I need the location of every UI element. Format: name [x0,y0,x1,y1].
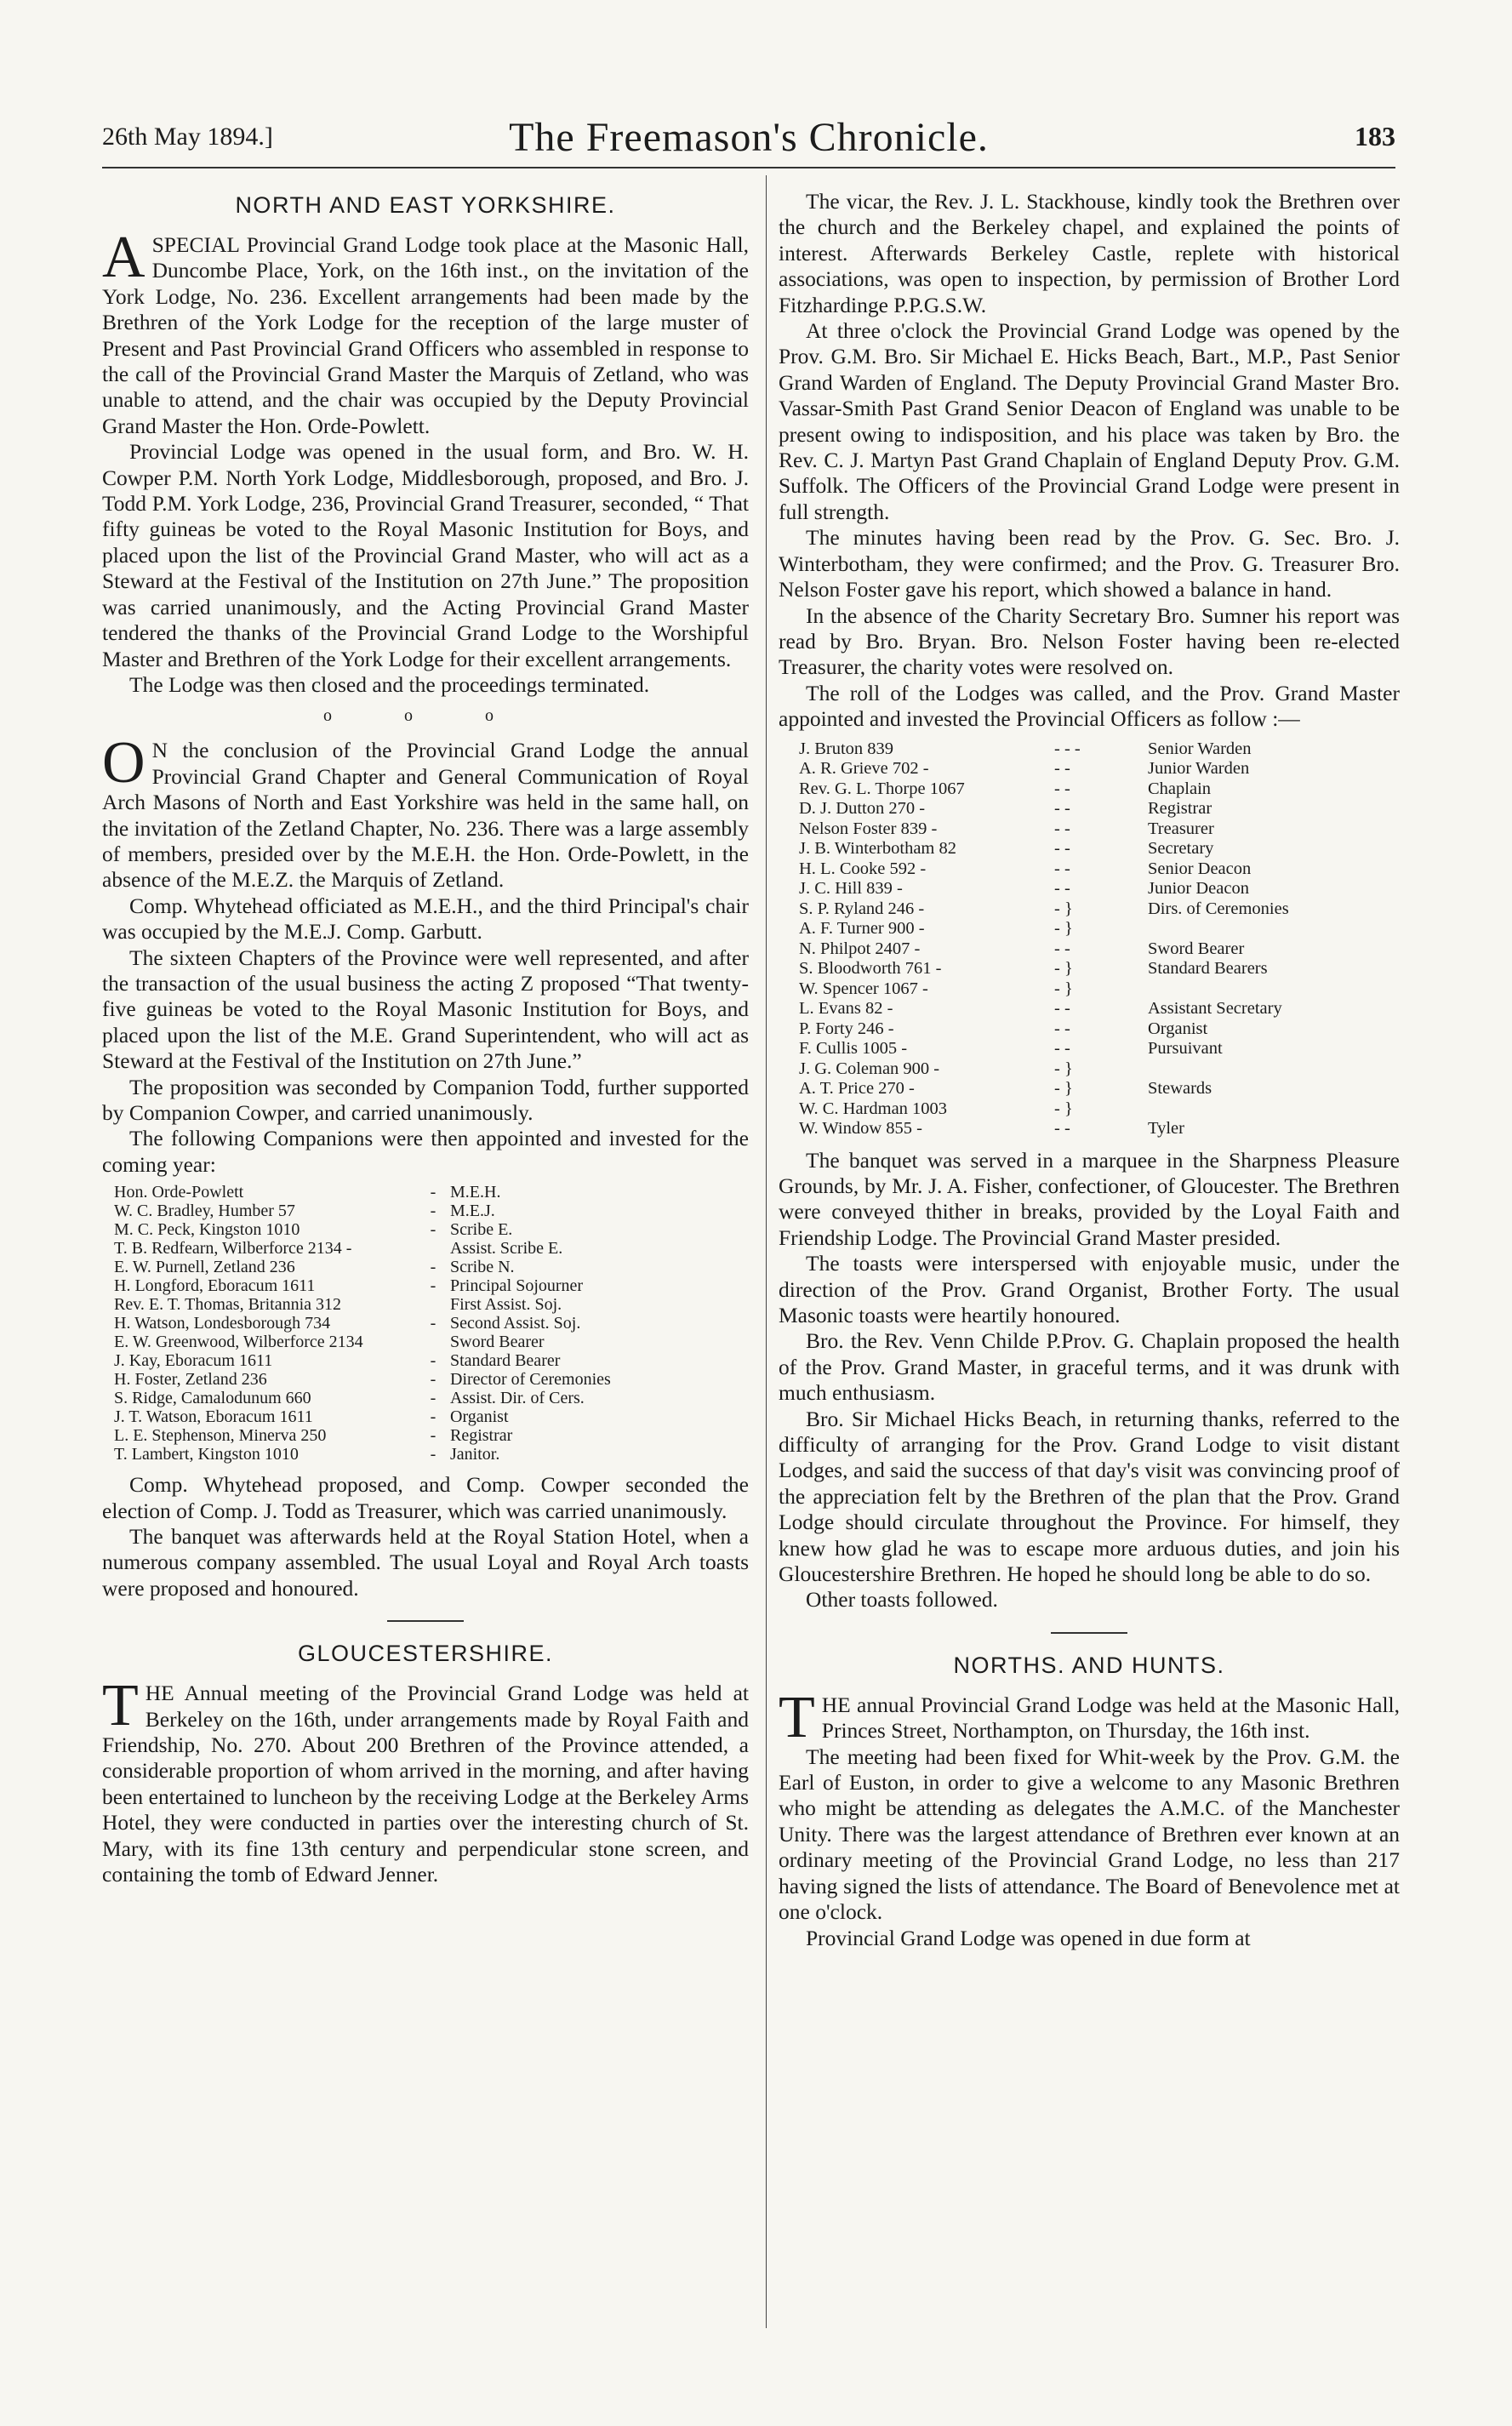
article-paragraph: The sixteen Chapters of the Province were well represented, and after the transaction of the usual business the acting Z proposed “That twenty-five guineas be voted to the Royal Masonic Institution for Boys, and placed upon the list of the M.E. Grand Superintendent, who will act as Steward at the Festival of the Institution on 27th June.” [102,945,749,1074]
officer-row [799,1099,1386,1120]
page-header [102,115,1395,163]
officer-office: Junior Warden [1148,759,1250,779]
article-paragraph: The minutes having been read by the Prov. G. Sec. Bro. J. Winterbotham, they were confirmed; and the Prov. G. Treasurer Bro. Nelson Foster gave his report, which showed a balance in hand. [779,525,1400,602]
officer-leader: - - [1054,1019,1070,1038]
article-paragraph: Provincial Grand Lodge was opened in due form at [806,1925,1251,1950]
article-paragraph: Bro. the Rev. Venn Childe P.Prov. G. Chaplain proposed the health of the Prov. Grand Master, in graceful terms, and it was drunk with much enthusiasm. [779,1328,1400,1406]
officer-office: Sword Bearer [1148,939,1245,958]
section-title-north-east-yorkshire: NORTH AND EAST YORKSHIRE. [235,192,616,218]
article-paragraph: Comp. Whytehead officiated as M.E.H., and the third Principal's chair was occupied by the M.E.J. Comp. Garbutt. [102,893,749,945]
officer-office: Treasurer [1148,819,1214,838]
officer-row [799,979,1386,1000]
officer-row [114,1220,731,1239]
officer-leader: - } [1054,919,1073,939]
officer-office [1148,1099,1386,1120]
officer-leader: - } [1054,899,1073,918]
officer-office: Senior Deacon [1148,859,1252,878]
officer-row [799,759,1386,779]
article-paragraph: Bro. Sir Michael Hicks Beach, in returning thanks, referred to the difficulty of arranging for the Prov. Grand Lodge to visit distant Lodges, and said the success of that day's visit was convincing proof of the appreciation felt by the Brethren of the plan that the Prov. Grand Lodge should circulate throughout the Province. For himself, they knew how glad he was to escape more arduous duties, and join his Gloucestershire Brethren. He hoped he should long be able to do so. [779,1406,1400,1587]
drop-cap: T [779,1684,815,1750]
officer-leader: - - [1054,799,1070,819]
officer-row [799,819,1386,840]
article-paragraph: The roll of the Lodges was called, and the Prov. Grand Master appointed and invested the Provincial Officers as follow :— [779,680,1400,732]
article-paragraph: Comp. Whytehead proposed, and Comp. Cowper seconded the election of Comp. J. Todd as Treasurer, which was carried unanimously. [102,1472,749,1523]
officer-office: Organist [1148,1019,1208,1038]
officer-leader: - [430,1258,436,1277]
officer-office: Assist. Dir. of Cers. [450,1389,585,1408]
officer-office: Principal Sojourner [450,1276,584,1296]
officer-name: A. R. Grieve 702 - [799,759,929,779]
officer-name: J. T. Watson, Eboracum 1611 [114,1407,313,1427]
officer-leader: - [430,1426,436,1446]
officer-row [114,1407,731,1426]
article-paragraph: THE Annual meeting of the Provincial Grand Lodge was held at Berkeley on the 16th, under arrangements made by Royal Faith and Friendship, No. 270. About 200 Brethren of the Province attended, a considerable proportion of whom arrived in the morning, and after having been entertained to luncheon by the receiving Lodge at the Berkeley Arms Hotel, they were conducted in parties over the interesting church of St. Mary, with its fine 13th century and perpendicular stone screen, and containing the tomb of Edward Jenner. [102,1673,749,1887]
officer-office: Tyler [1148,1119,1184,1139]
officer-name: T. Lambert, Kingston 1010 [114,1445,299,1464]
article-paragraph: Other toasts followed. [806,1587,998,1613]
officer-office: Stewards [1148,1079,1212,1099]
officer-row [799,1079,1386,1099]
officer-office: Secretary [1148,839,1214,859]
officer-name: S. Bloodworth 761 - [799,959,942,979]
officer-row [114,1258,731,1276]
officer-name: A. F. Turner 900 - [799,919,925,939]
officer-leader: - - [1054,879,1070,899]
ornament-divider: o o o [323,706,528,726]
officer-leader: - [430,1276,436,1296]
section-title-gloucestershire: GLOUCESTERSHIRE. [297,1641,554,1667]
companions-list [114,1183,731,1464]
officer-row [114,1370,731,1389]
officer-name: W. C. Hardman 1003 [799,1099,948,1118]
officer-row [799,1019,1386,1040]
officer-office: M.E.H. [450,1183,501,1202]
officer-leader: - [430,1389,436,1408]
column-rule [766,175,767,2328]
drop-cap: T [102,1673,139,1739]
article-paragraph: In the absence of the Charity Secretary Bro. Sumner his report was read by Bro. Bryan. Bro. Nelson Foster having been re-elected Treasurer, the charity votes were resolved on. [779,602,1400,680]
officer-row [799,879,1386,899]
article-paragraph: Provincial Lodge was opened in the usual form, and Bro. W. H. Cowper P.M. North York Lodge, Middlesborough, proposed, and Bro. J. Todd P.M. York Lodge, 236, Provincial Grand Treasurer, seconded, “ That fifty guineas be voted to the Royal Masonic Institution for Boys, and placed upon the list of the Provincial Grand Master, who will act as a Steward at the Festival of the Institution on 27th June.” The proposition was carried unanimously, and the Acting Provincial Grand Master tendered the thanks of the Provincial Grand Lodge to the Worshipful Master and Brethren of the York Lodge for their excellent arrangements. [102,439,749,671]
officer-name: E. W. Greenwood, Wilberforce 2134 [114,1333,363,1352]
issue-date: 26th May 1894.] [102,123,273,151]
officer-leader: - [430,1407,436,1427]
officer-name: T. B. Redfearn, Wilberforce 2134 - [114,1239,352,1259]
officer-leader: - - [1054,1039,1070,1059]
officer-name: W. C. Bradley, Humber 57 [114,1202,295,1221]
article-paragraph: The Lodge was then closed and the proceedings terminated. [129,671,650,697]
officer-leader: - - [1054,759,1070,779]
officer-name: N. Philpot 2407 - [799,939,921,958]
officer-office: M.E.J. [450,1202,495,1221]
officer-name: Rev. G. L. Thorpe 1067 [799,779,965,798]
officer-leader [416,1333,450,1351]
officer-leader: - [430,1183,436,1202]
officer-leader: - - [1054,819,1070,838]
officer-row [799,859,1386,880]
officer-office: Dirs. of Ceremonies [1148,899,1289,918]
officer-leader: - - [1054,859,1070,878]
officer-name: P. Forty 246 - [799,1019,894,1038]
officer-name: H. L. Cooke 592 - [799,859,927,878]
article-paragraph: The proposition was seconded by Companion Todd, further supported by Companion Cowper, and carried unanimously. [102,1074,749,1125]
provincial-officers-list [799,739,1386,1139]
officer-name: J. B. Winterbotham 82 [799,839,956,859]
officer-leader: - - [1054,939,1070,958]
section-divider [1051,1632,1127,1634]
article-paragraph: O N the conclusion of the Provincial Grand Lodge the annual Provincial Grand Chapter and General Communication of Royal Arch Masons of North and East Yorkshire was held in the same hall, on the invitation of the Zetland Chapter, No. 236. There was a large assembly of members, presided over by the M.E.H. the Hon. Orde-Powlett, in the absence of the M.E.Z. the Marquis of Zetland. [102,730,749,893]
right-column [779,189,1400,1951]
officer-office: Chaplain [1148,779,1212,798]
officer-leader: - } [1054,979,1073,998]
officer-row [114,1295,731,1314]
officer-office [1148,979,1386,1000]
page-number: 183 [1355,121,1395,151]
officer-leader: - [430,1314,436,1333]
officer-name: D. J. Dutton 270 - [799,799,926,819]
section-title-norths-hunts: NORTHS. AND HUNTS. [953,1652,1225,1678]
officer-leader: - [430,1202,436,1221]
article-paragraph: THE annual Provincial Grand Lodge was held at the Masonic Hall, Princes Street, Northampton, on Thursday, the 16th inst. [779,1684,1400,1750]
officer-name: H. Longford, Eboracum 1611 [114,1276,316,1296]
officer-name: W. Window 855 - [799,1119,922,1139]
officer-row [114,1445,731,1464]
officer-office: Second Assist. Soj. [450,1314,581,1333]
officer-office: Registrar [450,1426,513,1446]
officer-name: J. G. Coleman 900 - [799,1059,940,1078]
masthead-title: The Freemason's Chronicle. [509,115,989,160]
article-paragraph: The vicar, the Rev. J. L. Stackhouse, kindly took the Brethren over the church and the Berkeley chapel, and explained the points of interest. Afterwards Berkeley Castle, replete with historical associations, was open to inspection, by permission of Brother Lord Fitzhardinge P.P.G.S.W. [779,189,1400,317]
officer-name: M. C. Peck, Kingston 1010 [114,1220,300,1240]
officer-office: Scribe E. [450,1220,513,1240]
article-paragraph: The banquet was afterwards held at the Royal Station Hotel, when a numerous company assembled. The usual Loyal and Royal Arch toasts were proposed and honoured. [102,1524,749,1601]
officer-name: H. Foster, Zetland 236 [114,1370,267,1390]
officer-office: Assistant Secretary [1148,999,1282,1019]
officer-name: E. W. Purnell, Zetland 236 [114,1258,295,1277]
officer-leader: - - [1054,999,1070,1019]
article-paragraph: The banquet was served in a marquee in the Sharpness Pleasure Grounds, by Mr. J. A. Fisher, confectioner, of Gloucester. The Brethren were conveyed thither in breaks, provided by the Loyal Faith and Friendship Lodge. The Provincial Grand Master presided. [779,1147,1400,1250]
officer-row [114,1276,731,1295]
officer-name: S. Ridge, Camalodunum 660 [114,1389,311,1408]
officer-office: Sword Bearer [450,1333,545,1352]
officer-office [1148,919,1386,939]
officer-office: Organist [450,1407,509,1427]
officer-leader: - - [1054,839,1070,859]
officer-row [114,1202,731,1220]
officer-office: Senior Warden [1148,739,1252,758]
officer-name: S. P. Ryland 246 - [799,899,925,918]
officer-row [114,1239,731,1258]
officer-office [1148,1059,1386,1080]
officer-leader: - [430,1351,436,1371]
officer-name: A. T. Price 270 - [799,1079,915,1099]
article-paragraph: ASPECIAL Provincial Grand Lodge took place at the Masonic Hall, Duncombe Place, York, on the 16th inst., on the invitation of the York Lodge, No. 236. Excellent arrangements had been made by the Brethren of the York Lodge for the reception of the large muster of Present and Past Provincial Grand Officers who assembled in response to the call of the Provincial Grand Master the Marquis of Zetland, who was unable to attend, and the chair was occupied by the Deputy Provincial Grand Master the Hon. Orde-Powlett. [102,225,749,438]
officer-row [114,1314,731,1333]
officer-row [799,799,1386,819]
article-paragraph: The toasts were interspersed with enjoyable music, under the direction of the Prov. Grand Organist, Brother Forty. The usual Masonic toasts were heartily honoured. [779,1251,1400,1327]
officer-office: Janitor. [450,1445,500,1464]
officer-leader: - [430,1445,436,1464]
officer-office: Director of Ceremonies [450,1370,611,1390]
left-column [102,189,749,1888]
article-paragraph: The following Companions were then appointed and invested for the coming year: [102,1126,749,1177]
header-rule [102,167,1395,168]
officer-leader: - [430,1370,436,1390]
officer-row [799,1059,1386,1080]
officer-row [799,739,1386,760]
officer-name: W. Spencer 1067 - [799,979,928,998]
officer-office: Registrar [1148,799,1212,819]
officer-row [114,1389,731,1407]
officer-name: L. E. Stephenson, Minerva 250 [114,1426,327,1446]
officer-name: L. Evans 82 - [799,999,893,1019]
officer-row [114,1183,731,1202]
officer-leader [416,1239,450,1258]
officer-office: Pursuivant [1148,1039,1223,1059]
officer-office: Standard Bearers [1148,959,1268,979]
drop-cap: O [102,730,145,796]
officer-leader: - } [1054,1099,1073,1118]
officer-office: Standard Bearer [450,1351,561,1371]
officer-office: Scribe N. [450,1258,515,1277]
officer-row [114,1333,731,1351]
officer-row [799,939,1386,960]
section-divider [387,1620,464,1622]
officer-row [114,1351,731,1370]
officer-leader: - - - [1054,739,1081,758]
officer-leader [416,1295,450,1314]
officer-row [799,959,1386,979]
officer-name: H. Watson, Londesborough 734 [114,1314,331,1333]
officer-office: First Assist. Soj. [450,1295,562,1315]
officer-name: Hon. Orde-Powlett [114,1183,244,1202]
drop-cap: A [102,225,145,290]
officer-row [799,1119,1386,1139]
officer-name: J. C. Hill 839 - [799,879,903,899]
officer-name: Nelson Foster 839 - [799,819,938,838]
officer-leader: - } [1054,959,1073,979]
officer-leader: - } [1054,1079,1073,1099]
officer-office: Junior Deacon [1148,879,1249,899]
officer-leader: - - [1054,779,1070,798]
officer-leader: - - [1054,1119,1070,1139]
officer-leader: - [430,1220,436,1240]
officer-row [799,899,1386,920]
officer-name: F. Cullis 1005 - [799,1039,908,1059]
officer-name: J. Kay, Eboracum 1611 [114,1351,273,1371]
officer-row [799,839,1386,859]
officer-row [799,919,1386,939]
officer-name: J. Bruton 839 [799,739,894,758]
article-paragraph: At three o'clock the Provincial Grand Lodge was opened by the Prov. G.M. Bro. Sir Michael E. Hicks Beach, Bart., M.P., Past Senior Grand Warden of England. The Deputy Provincial Grand Master Bro. Vassar-Smith Past Grand Senior Deacon of England was unable to be present owing to indisposition, and his place was taken by Bro. the Rev. C. J. Martyn Past Grand Chaplain of England Deputy Prov. G.M. Suffolk. The Officers of the Provincial Grand Lodge were present in full strength. [779,318,1400,524]
officer-row [799,1039,1386,1059]
officer-row [114,1426,731,1445]
officer-row [799,779,1386,800]
article-paragraph: The meeting had been fixed for Whit-week by the Prov. G.M. the Earl of Euston, in order to give a welcome to any Masonic Brethren who might be attending as delegates the A.M.C. of the Manchester Unity. There was the largest attendance of Brethren ever known at an ordinary meeting of the Provincial Grand Lodge, no less than 217 having signed the lists of attendance. The Board of Benevolence met at one o'clock. [779,1744,1400,1925]
officer-leader: - } [1054,1059,1073,1078]
officer-name: Rev. E. T. Thomas, Britannia 312 [114,1295,342,1315]
officer-row [799,999,1386,1019]
officer-office: Assist. Scribe E. [450,1239,563,1259]
